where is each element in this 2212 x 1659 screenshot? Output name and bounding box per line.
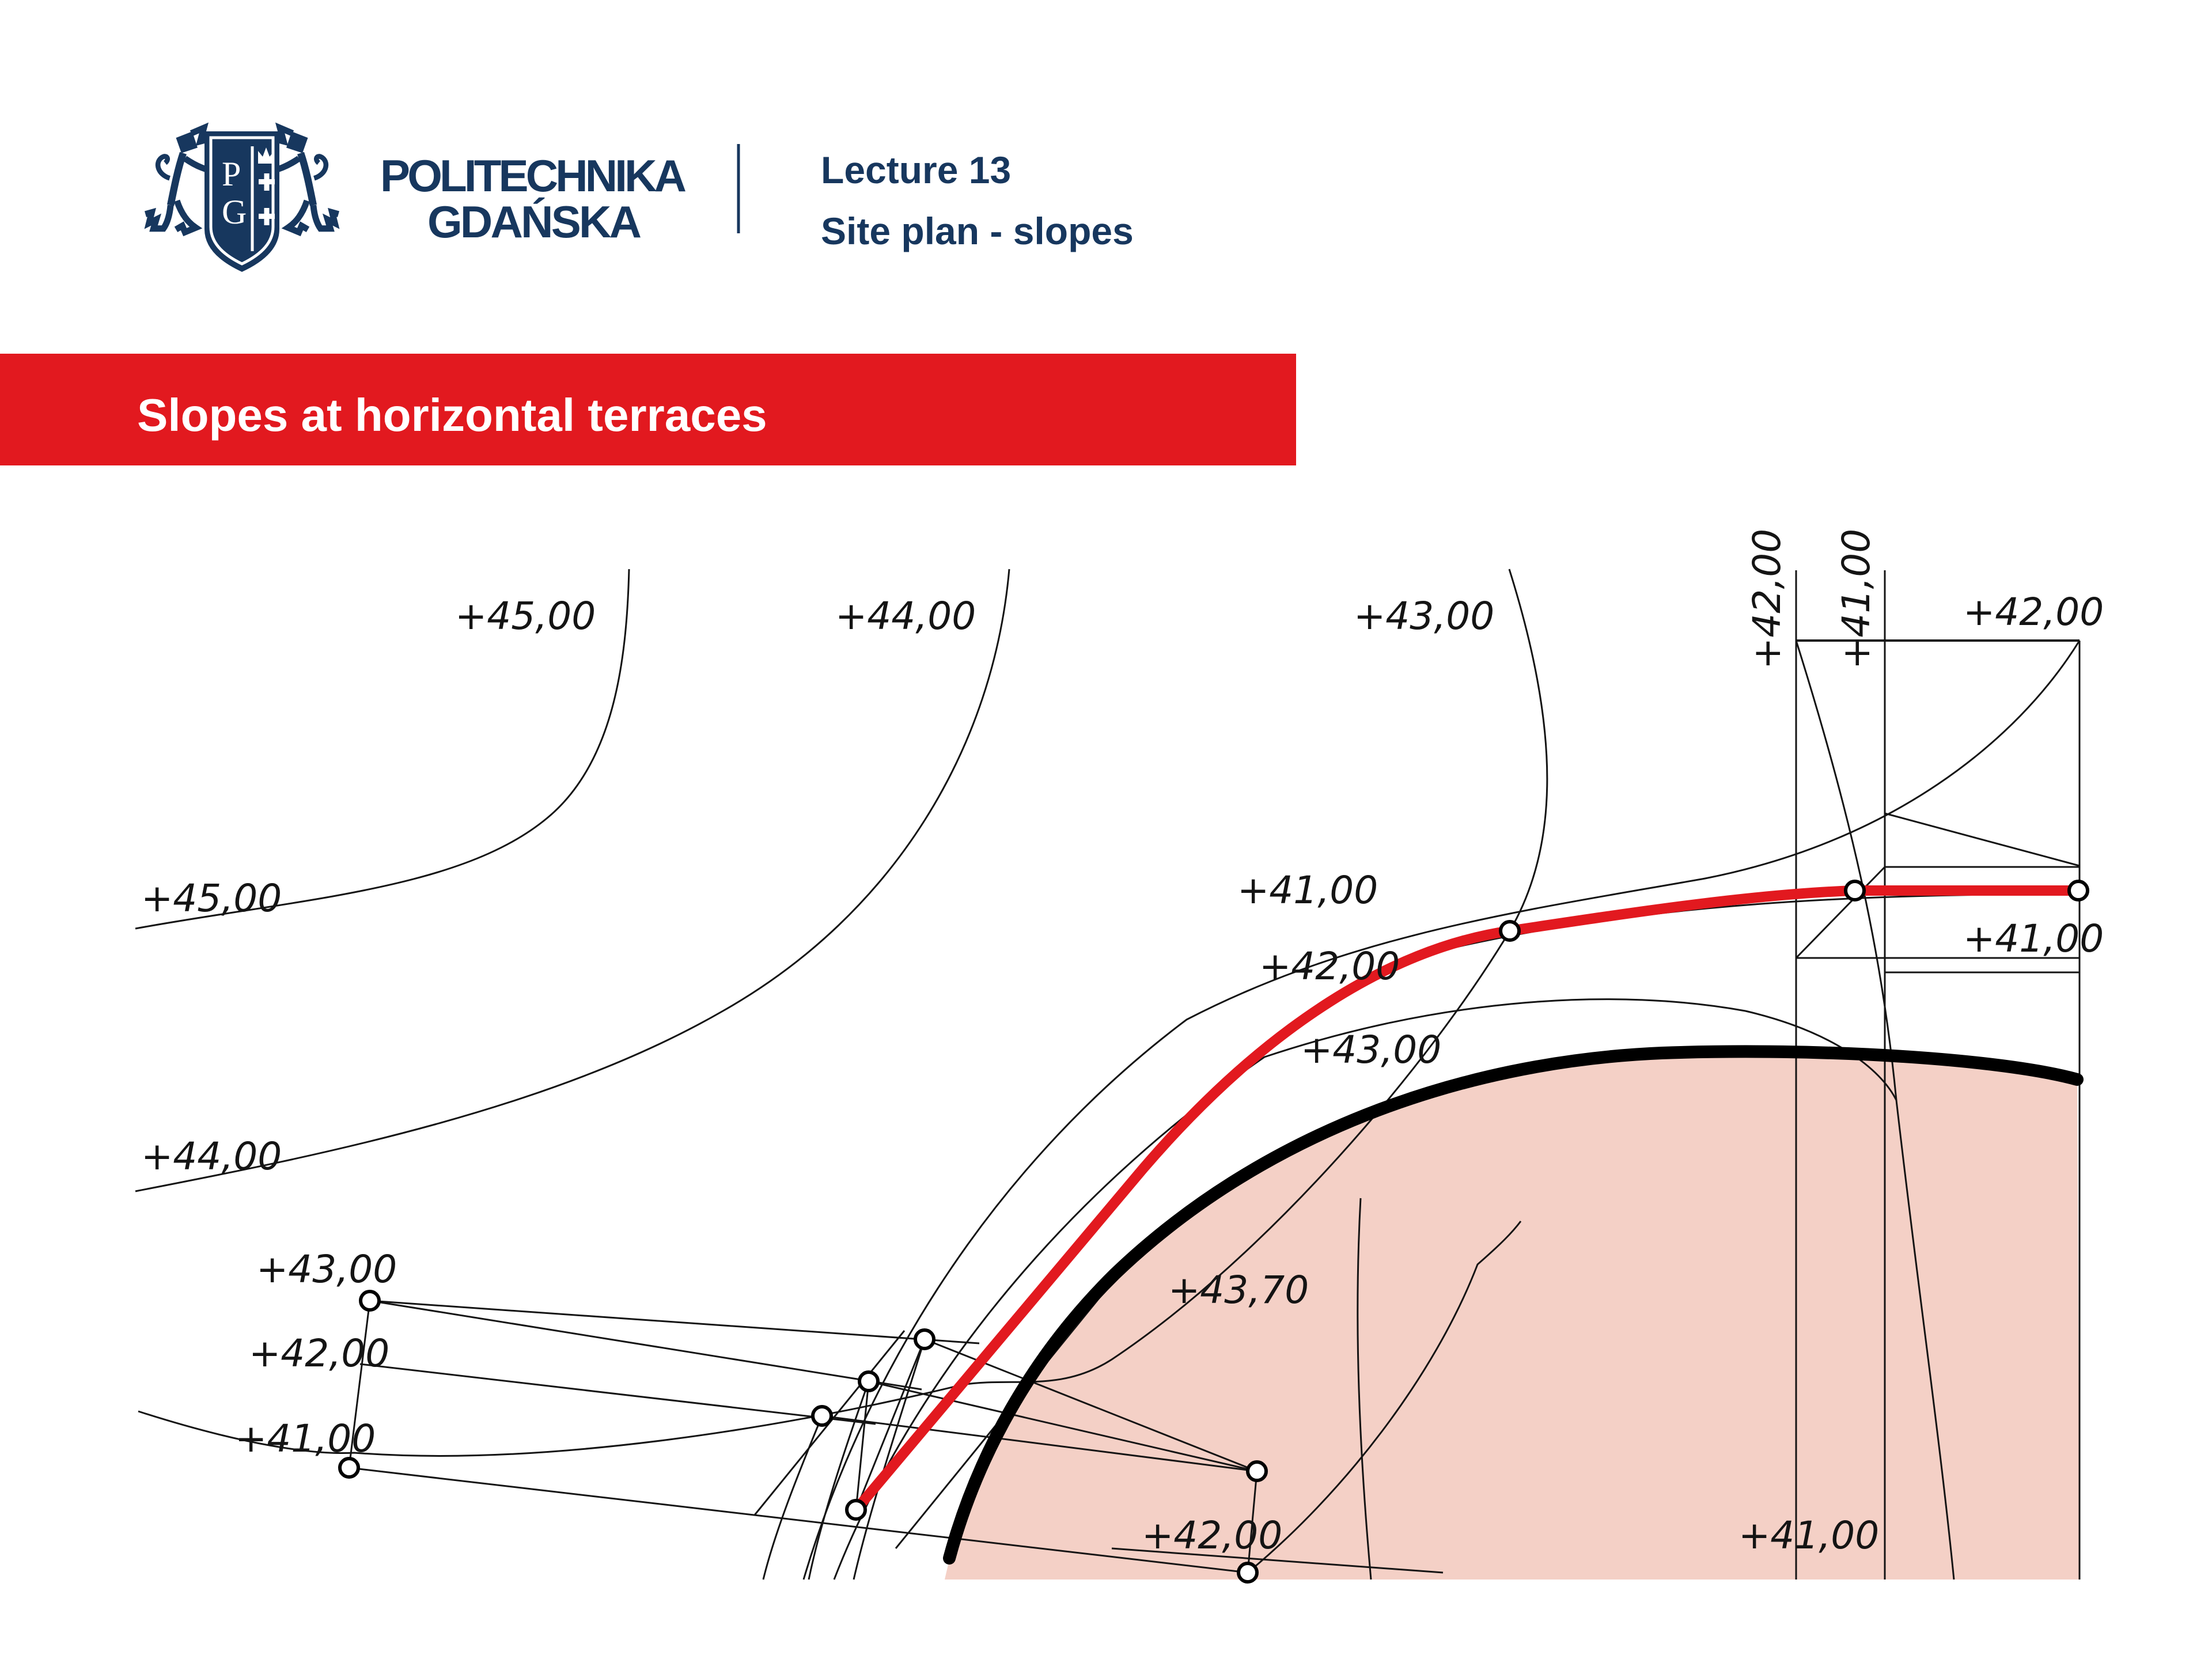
terrain-area bbox=[945, 1051, 2080, 1580]
marker-slope-start[interactable] bbox=[847, 1501, 865, 1519]
elevation-label: +41,00 bbox=[1738, 1513, 1880, 1558]
slide-title: Slopes at horizontal terraces bbox=[137, 389, 767, 441]
interp-line-43b bbox=[370, 1301, 922, 1389]
elevation-label: +42,00 bbox=[1963, 590, 2104, 634]
marker-42-pair-bottom[interactable] bbox=[1238, 1563, 1257, 1582]
interp-line-43a bbox=[370, 1301, 979, 1343]
marker-cluster-2[interactable] bbox=[859, 1372, 878, 1391]
university-name-line1: POLITECHNIKA bbox=[380, 150, 687, 201]
university-logo bbox=[145, 128, 338, 272]
lecture-subtitle: Site plan - slopes bbox=[821, 210, 1134, 252]
title-banner bbox=[0, 354, 1296, 465]
elevation-label: +41,00 bbox=[1963, 916, 2104, 961]
marker-cluster-3[interactable] bbox=[813, 1407, 831, 1425]
elevation-label: +45,00 bbox=[455, 594, 596, 638]
marker-cluster-1[interactable] bbox=[915, 1330, 934, 1349]
elevation-label: +41,00 bbox=[1237, 868, 1378, 912]
elevation-label: +42,00 bbox=[249, 1331, 390, 1376]
elevation-label: +42,00 bbox=[1259, 944, 1400, 988]
slope-diagonal-right-1 bbox=[1885, 813, 2080, 866]
marker-slope-end[interactable] bbox=[2069, 881, 2088, 900]
marker-42-pair-top[interactable] bbox=[1248, 1462, 1266, 1480]
marker-slope-right[interactable] bbox=[1846, 881, 1864, 900]
elevation-label: +44,00 bbox=[141, 1134, 282, 1179]
elevation-label: +43,00 bbox=[1354, 594, 1495, 638]
pg-shield-icon bbox=[204, 131, 279, 272]
header bbox=[145, 128, 1133, 272]
tail-line-3 bbox=[763, 1416, 822, 1580]
slope-diagonal-right-2 bbox=[1796, 867, 1885, 958]
shield-letter-p: P bbox=[222, 155, 241, 193]
elevation-label: +45,00 bbox=[141, 876, 282, 921]
marker-43-left[interactable] bbox=[361, 1291, 379, 1310]
elevation-label-rotated: +41,00 bbox=[1834, 528, 1878, 669]
elevation-label: +44,00 bbox=[835, 594, 976, 638]
shield-letter-g: G bbox=[222, 193, 247, 231]
marker-41-left[interactable] bbox=[340, 1459, 358, 1477]
university-name-line2: GDAŃSKA bbox=[427, 196, 642, 247]
site-plan-diagram bbox=[135, 529, 2104, 1582]
marker-slope-mid[interactable] bbox=[1501, 922, 1519, 940]
elevation-label: +42,00 bbox=[1142, 1513, 1283, 1558]
elevation-label: +43,00 bbox=[1301, 1028, 1442, 1072]
spot-elevation-label: +43,70 bbox=[1168, 1268, 1309, 1312]
elevation-label-rotated: +42,00 bbox=[1745, 528, 1789, 669]
interp-line-42 bbox=[360, 1364, 876, 1424]
lecture-number: Lecture 13 bbox=[821, 149, 1012, 191]
elevation-label: +41,00 bbox=[235, 1416, 376, 1461]
elevation-label: +43,00 bbox=[256, 1247, 397, 1291]
